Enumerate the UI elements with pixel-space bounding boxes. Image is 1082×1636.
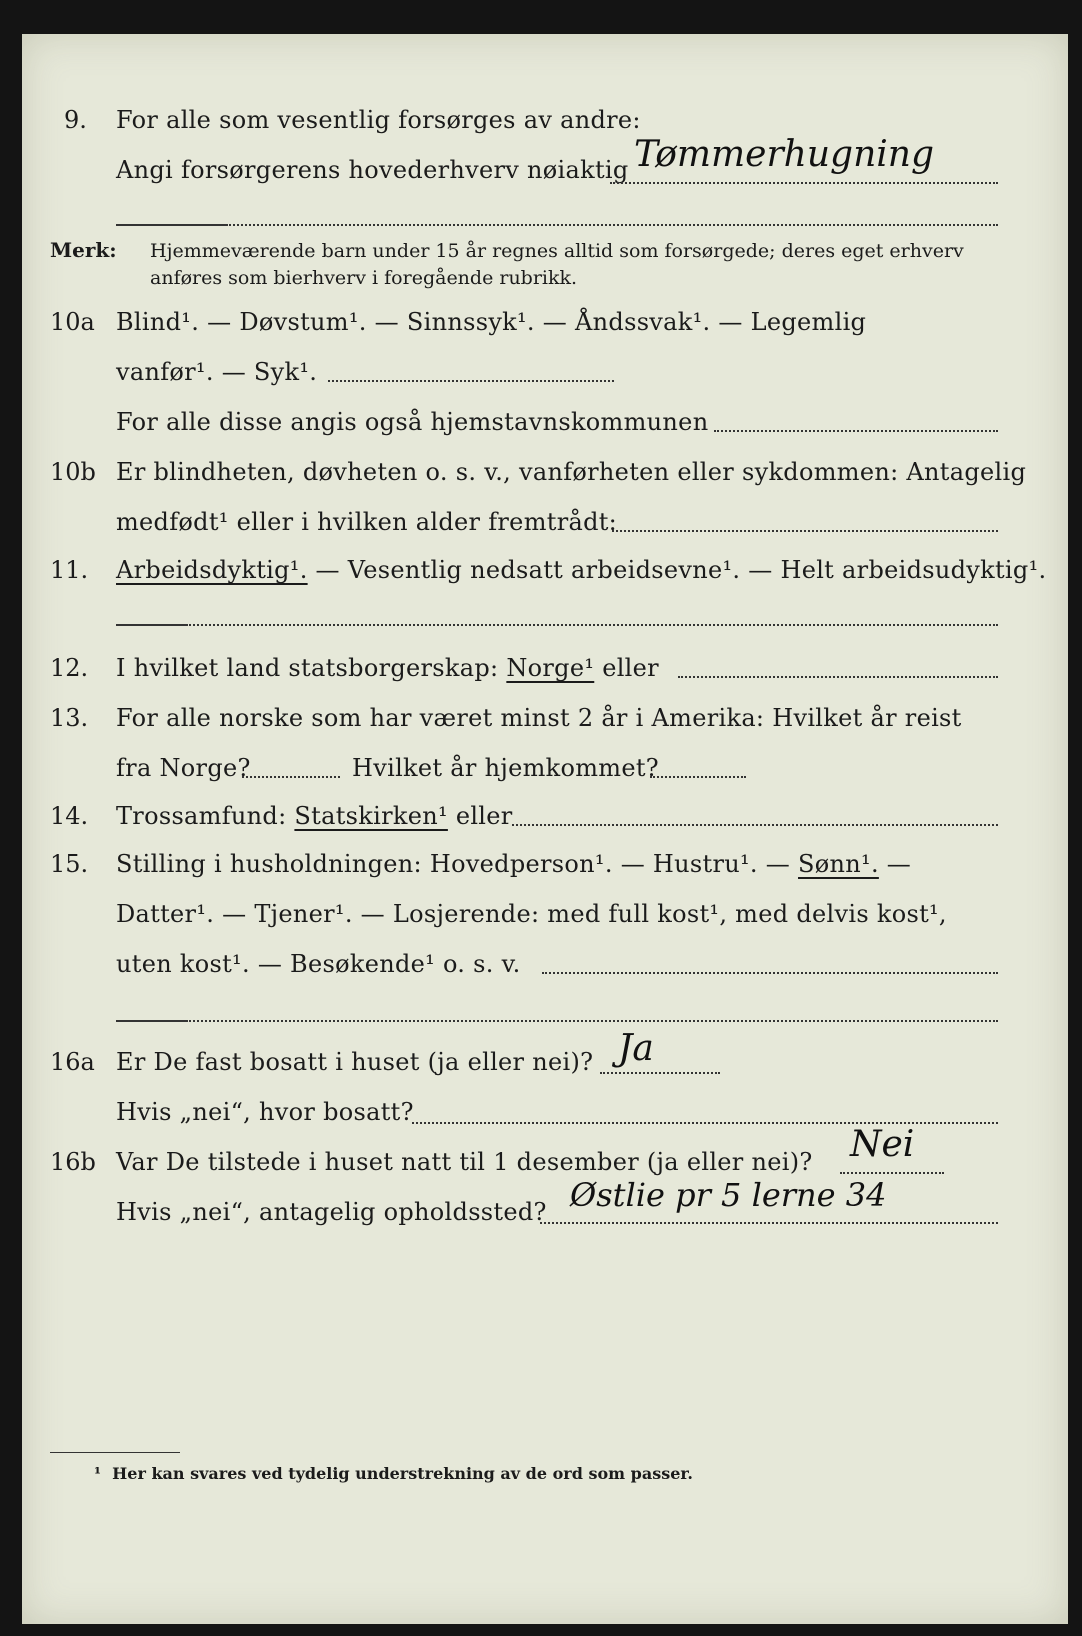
q14-answer-field bbox=[512, 824, 998, 826]
q9-line1: For alle som vesentlig forsørges av andre: bbox=[116, 106, 641, 134]
q9-number: 9. bbox=[64, 106, 87, 134]
q12-line bbox=[116, 654, 659, 682]
q16b-line1: Var De tilstede i huset natt til 1 desember (ja eller nei)? bbox=[116, 1148, 813, 1176]
q10a-syk-field bbox=[328, 380, 614, 382]
q11-option-arbeidsdyktig-underlined: Arbeidsdyktig¹. bbox=[116, 556, 308, 584]
q10b-number: 10b bbox=[50, 458, 96, 486]
q11-line bbox=[116, 556, 1046, 584]
q12-eller: eller bbox=[594, 654, 659, 682]
q10a-hjemstavn-field bbox=[714, 430, 998, 432]
q9-blank-line-start bbox=[116, 224, 226, 226]
q16b-handwritten-answer2: Østlie pr 5 lerne 34 bbox=[570, 1176, 887, 1214]
q16a-line2: Hvis „nei“, hvor bosatt? bbox=[116, 1098, 414, 1126]
q14-option-statskirken-underlined: Statskirken¹ bbox=[294, 802, 448, 830]
q9-handwritten-answer: Tømmerhugning bbox=[634, 134, 935, 175]
q15-line1-dash: — bbox=[878, 850, 912, 878]
q13-line2b: Hvilket år hjemkommet? bbox=[352, 754, 659, 782]
q10a-number: 10a bbox=[50, 308, 95, 336]
q15-number: 15. bbox=[50, 850, 89, 878]
q13-line1: For alle norske som har været minst 2 år i Amerika: Hvilket år reist bbox=[116, 704, 962, 732]
q9-blank-line bbox=[226, 224, 998, 226]
q11-blank-line-start bbox=[116, 624, 186, 626]
q15-line2: Datter¹. — Tjener¹. — Losjerende: med full kost¹, med delvis kost¹, bbox=[116, 900, 947, 928]
q10a-line1: Blind¹. — Døvstum¹. — Sinnssyk¹. — Åndssvak¹. — Legemlig bbox=[116, 308, 867, 336]
q15-line1-text: Stilling i husholdningen: Hovedperson¹. — Hustru¹. — bbox=[116, 850, 799, 878]
q13-line2a: fra Norge? bbox=[116, 754, 251, 782]
q15-blank-line bbox=[186, 1020, 998, 1022]
footnote-rule bbox=[50, 1452, 180, 1453]
q12-option-norge-underlined: Norge¹ bbox=[506, 654, 595, 682]
q16a-answer-field bbox=[600, 1072, 720, 1074]
q11-rest: — Vesentlig nedsatt arbeidsevne¹. — Helt arbeidsudyktig¹. bbox=[307, 556, 1047, 584]
q15-option-sonn-underlined: Sønn¹. bbox=[798, 850, 879, 878]
q10b-line2: medfødt¹ eller i hvilken alder fremtrådt: bbox=[116, 508, 618, 536]
q16b-answer2-field bbox=[540, 1222, 998, 1224]
q16a-line1: Er De fast bosatt i huset (ja eller nei)? bbox=[116, 1048, 594, 1076]
q12-question: I hvilket land statsborgerskap: bbox=[116, 654, 507, 682]
footnote bbox=[94, 1464, 693, 1483]
q13-number: 13. bbox=[50, 704, 89, 732]
q9-line2: Angi forsørgerens hovederhverv nøiaktig bbox=[116, 156, 629, 184]
footnote-text: Her kan svares ved tydelig understrekning av de ord som passer. bbox=[112, 1464, 693, 1483]
q14-number: 14. bbox=[50, 802, 89, 830]
q15-answer-field bbox=[542, 972, 998, 974]
q13-reist-field bbox=[242, 776, 340, 778]
q11-blank-line bbox=[186, 624, 998, 626]
q15-blank-line-start bbox=[116, 1020, 186, 1022]
q16b-answer1-field bbox=[840, 1172, 944, 1174]
q14-question: Trossamfund: bbox=[116, 802, 295, 830]
q15-line3: uten kost¹. — Besøkende¹ o. s. v. bbox=[116, 950, 521, 978]
q16b-line2: Hvis „nei“, antagelig opholdssted? bbox=[116, 1198, 547, 1226]
q16b-number: 16b bbox=[50, 1148, 96, 1176]
footnote-mark: ¹ bbox=[94, 1464, 102, 1483]
q12-number: 12. bbox=[50, 654, 89, 682]
merk-line1: Hjemmeværende barn under 15 år regnes alltid som forsørgede; deres eget erhverv bbox=[150, 240, 964, 262]
merk-line2: anføres som bierhverv i foregående rubrikk. bbox=[150, 267, 578, 289]
q10b-answer-field bbox=[612, 530, 998, 532]
q15-line1 bbox=[116, 850, 911, 878]
q12-answer-field bbox=[678, 676, 998, 678]
q10a-line3: For alle disse angis også hjemstavnskommunen bbox=[116, 408, 709, 436]
merk-label: Merk: bbox=[50, 238, 117, 262]
q14-line bbox=[116, 802, 513, 830]
q14-eller: eller bbox=[447, 802, 513, 830]
q10b-line1: Er blindheten, døvheten o. s. v., vanførheten eller sykdommen: Antagelig bbox=[116, 458, 1027, 486]
q11-number: 11. bbox=[50, 556, 89, 584]
q16a-handwritten-answer: Ja bbox=[618, 1028, 654, 1069]
q16b-handwritten-answer1: Nei bbox=[850, 1124, 915, 1165]
q9-answer-field bbox=[610, 182, 998, 184]
census-form-page bbox=[22, 34, 1068, 1624]
q10a-line2: vanfør¹. — Syk¹. bbox=[116, 358, 318, 386]
q13-hjemkommet-field bbox=[650, 776, 746, 778]
q16a-number: 16a bbox=[50, 1048, 95, 1076]
